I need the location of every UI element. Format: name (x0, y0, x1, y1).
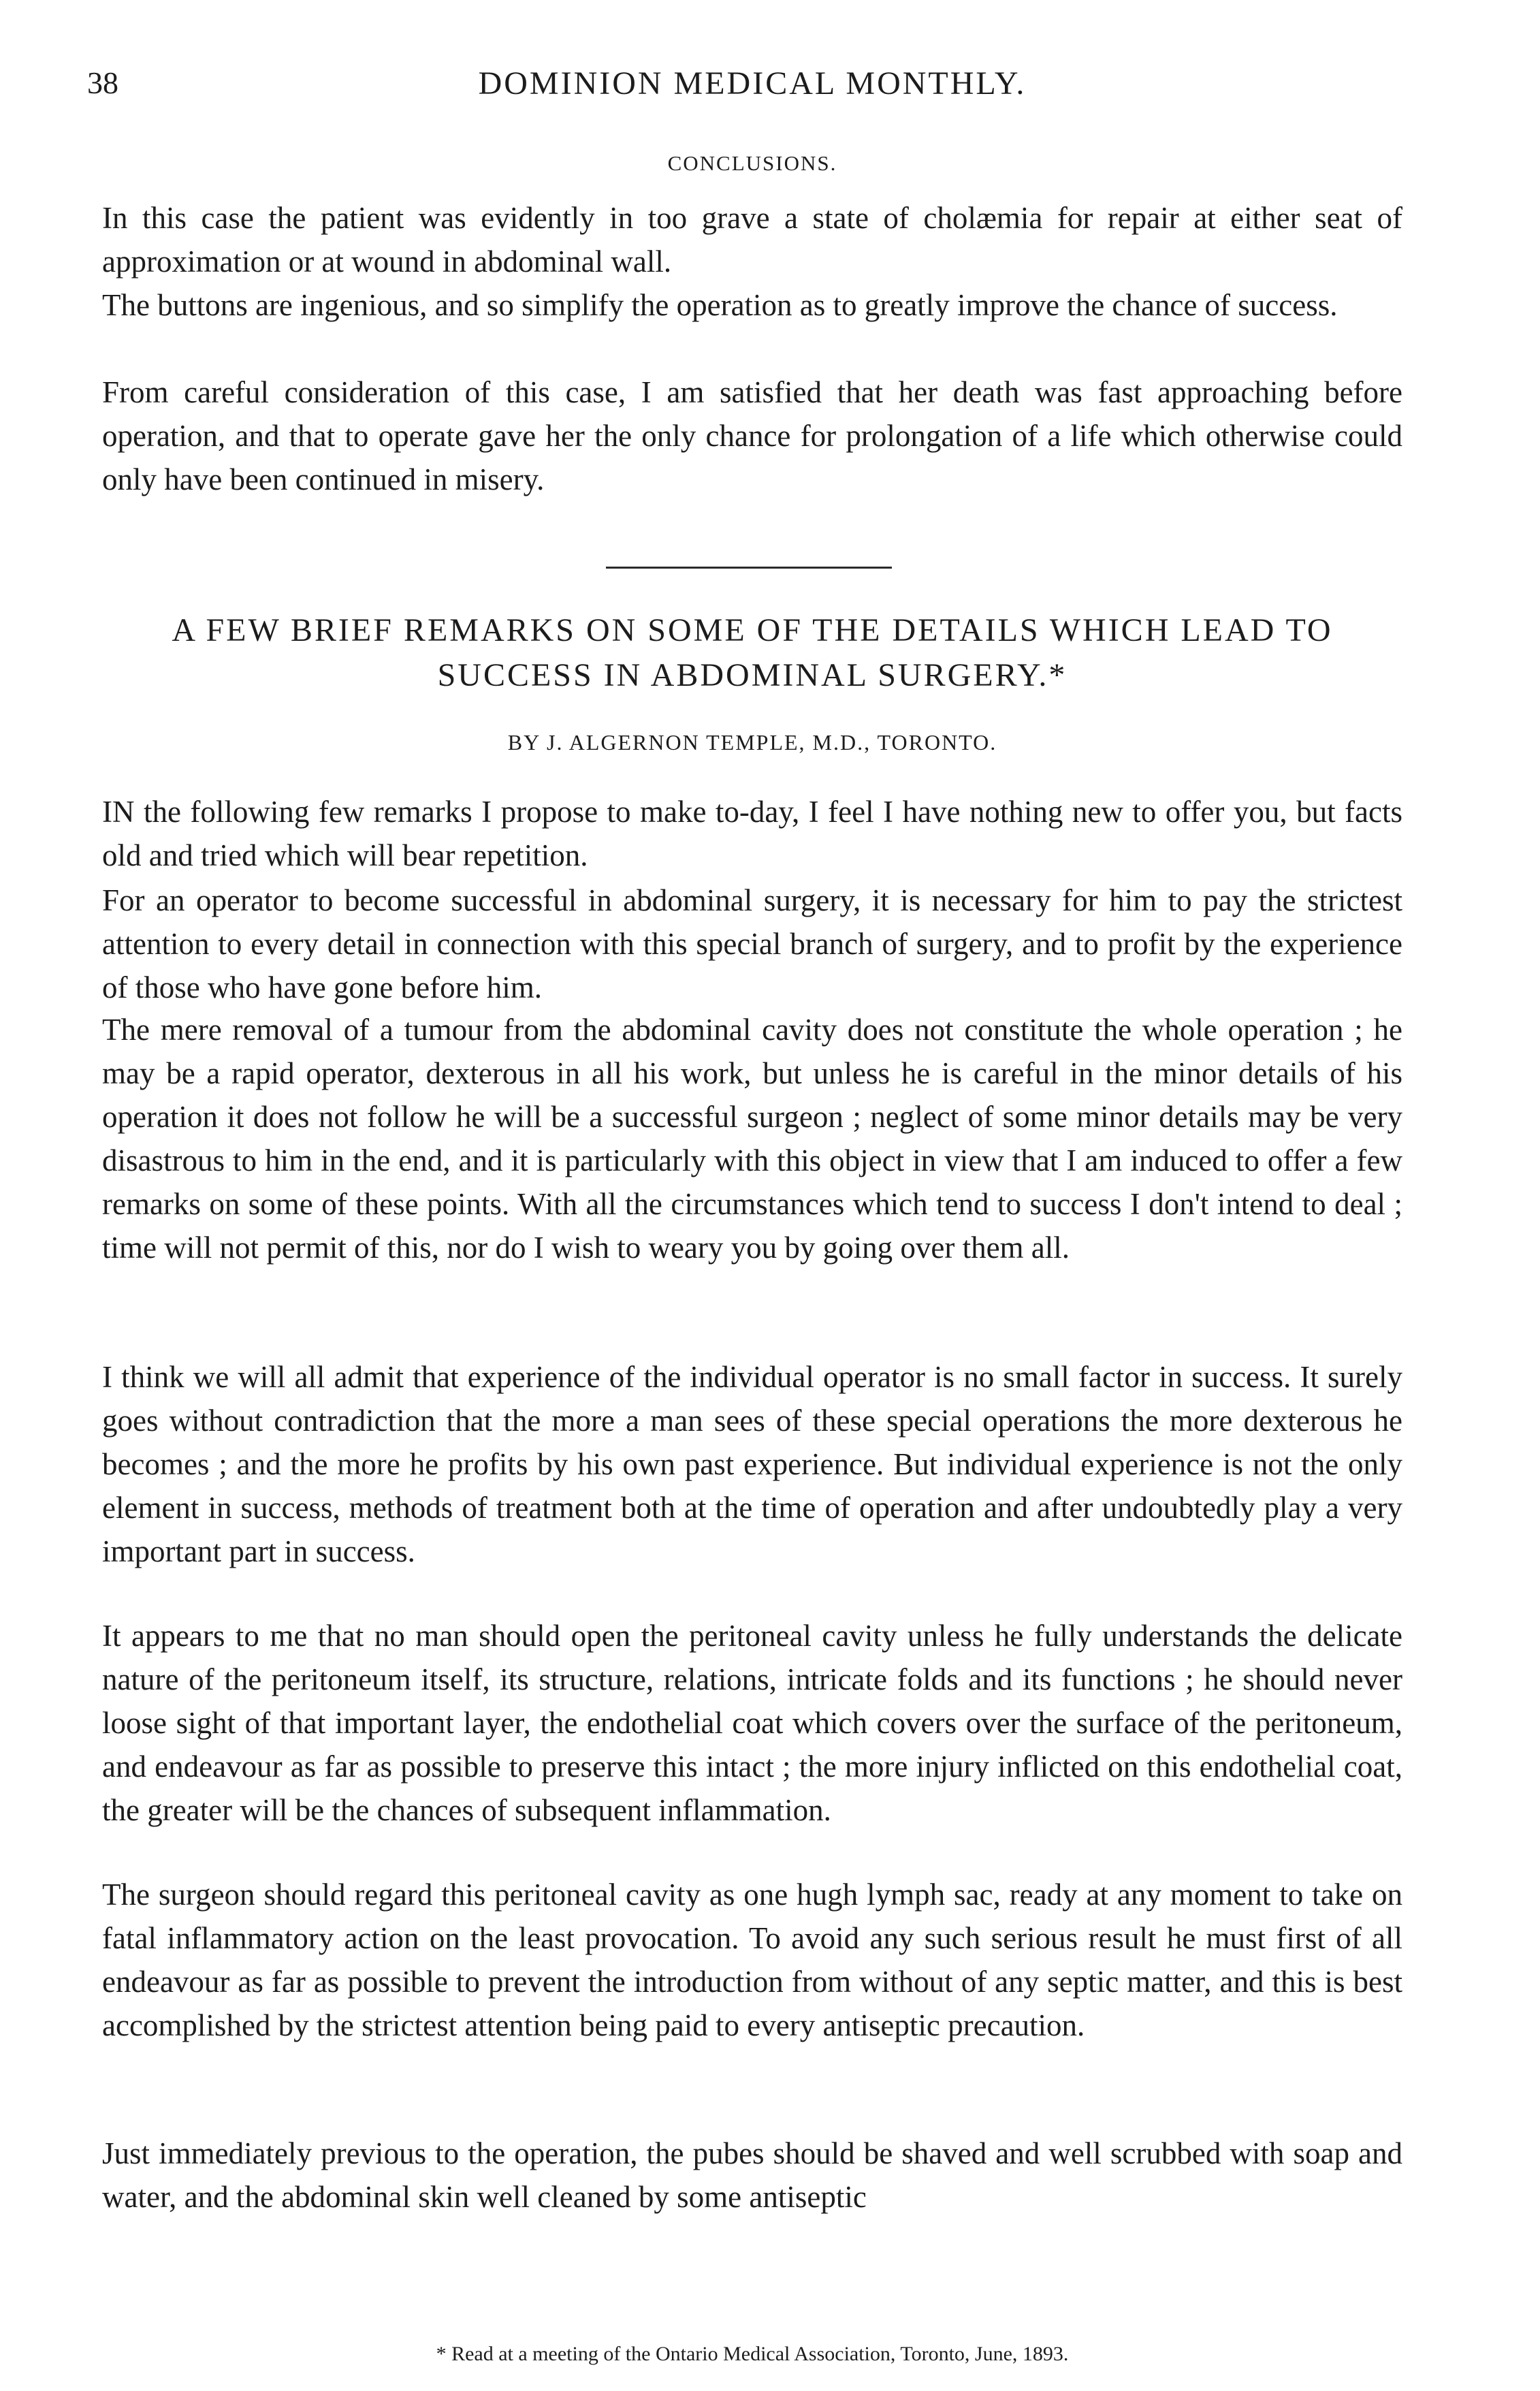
article-paragraph-3: The mere removal of a tumour from the abdominal cavity does not constitute the whole operation ; he may be a rapid operator, dexterous in all his work, but unless he is careful in the minor details of his operation it does not follow he will be a successful surgeon ; neglect of some minor details may be very disastrous to him in the end, and it is particularly with this object in view that I am induced to offer a few remarks on some of these points. With all the circumstances which tend to success I don't intend to deal ; time will not permit of this, nor do I wish to weary you by going over them all. (102, 1013, 1402, 1265)
conclusions-paragraph-2: The buttons are ingenious, and so simplify the operation as to greatly improve the chance of success. (102, 288, 1338, 322)
page-header (87, 65, 1402, 112)
footnote: * Read at a meeting of the Ontario Medical Association, Toronto, June, 1893. (436, 2343, 1069, 2365)
conclusions-paragraph-1: In this case the patient was evidently in too grave a state of cholæmia for repair at either seat of approximation or at wound in abdominal wall. (102, 201, 1402, 279)
article-paragraph-2: For an operator to become successful in abdominal surgery, it is necessary for him to pay the strictest attention to every detail in connection with this special branch of surgery, and to profit by the experience of those who have gone before him. (102, 883, 1402, 1004)
article-title: A FEW BRIEF REMARKS ON SOME OF THE DETAILS WHICH LEAD TO SUCCESS IN ABDOMINAL SURGERY.* (172, 612, 1333, 693)
journal-page (87, 0, 1402, 2391)
section-divider (606, 567, 892, 569)
article-paragraph-6: The surgeon should regard this peritoneal cavity as one hugh lymph sac, ready at any moment to take on fatal inflammatory action on the least provocation. To avoid any such serious result he must first of all endeavour as far as possible to prevent the introduction from without of any septic matter, and this is best accomplished by the strictest attention being paid to every antiseptic precaution. (102, 1878, 1402, 2042)
running-head: DOMINION MEDICAL MONTHLY. (478, 65, 1027, 101)
article-paragraph-4: I think we will all admit that experience of the individual operator is no small factor in success. It surely goes without contradiction that the more a man sees of these special operations the more dexterous he becomes ; and the more he profits by his own past experience. But individual experience is not the only element in success, methods of treatment both at the time of operation and after undoubtedly play a very important part in success. (102, 1360, 1402, 1568)
article-paragraph-1: IN the following few remarks I propose to make to-day, I feel I have nothing new to offer you, but facts old and tried which will bear repetition. (102, 795, 1402, 872)
article-byline: BY J. ALGERNON TEMPLE, M.D., TORONTO. (507, 730, 997, 755)
page-number: 38 (87, 65, 118, 100)
conclusions-paragraph-3: From careful consideration of this case, I am satisfied that her death was fast approaching before operation, and that to operate gave her the only chance for prolongation of a life which otherwise could only have been continued in misery. (102, 375, 1402, 496)
article-paragraph-7: Just immediately previous to the operation, the pubes should be shaved and well scrubbed with soap and water, and the abdominal skin well cleaned by some antiseptic (102, 2136, 1402, 2214)
conclusions-heading: CONCLUSIONS. (667, 151, 837, 175)
article-paragraph-5: It appears to me that no man should open the peritoneal cavity unless he fully understands the delicate nature of the peritoneum itself, its structure, relations, intricate folds and its functions ; he should never loose sight of that important layer, the endothelial coat which covers over the surface of the peritoneum, and endeavour as far as possible to preserve this intact ; the more injury inflicted on this endothelial coat, the greater will be the chances of subsequent inflammation. (102, 1619, 1402, 1827)
